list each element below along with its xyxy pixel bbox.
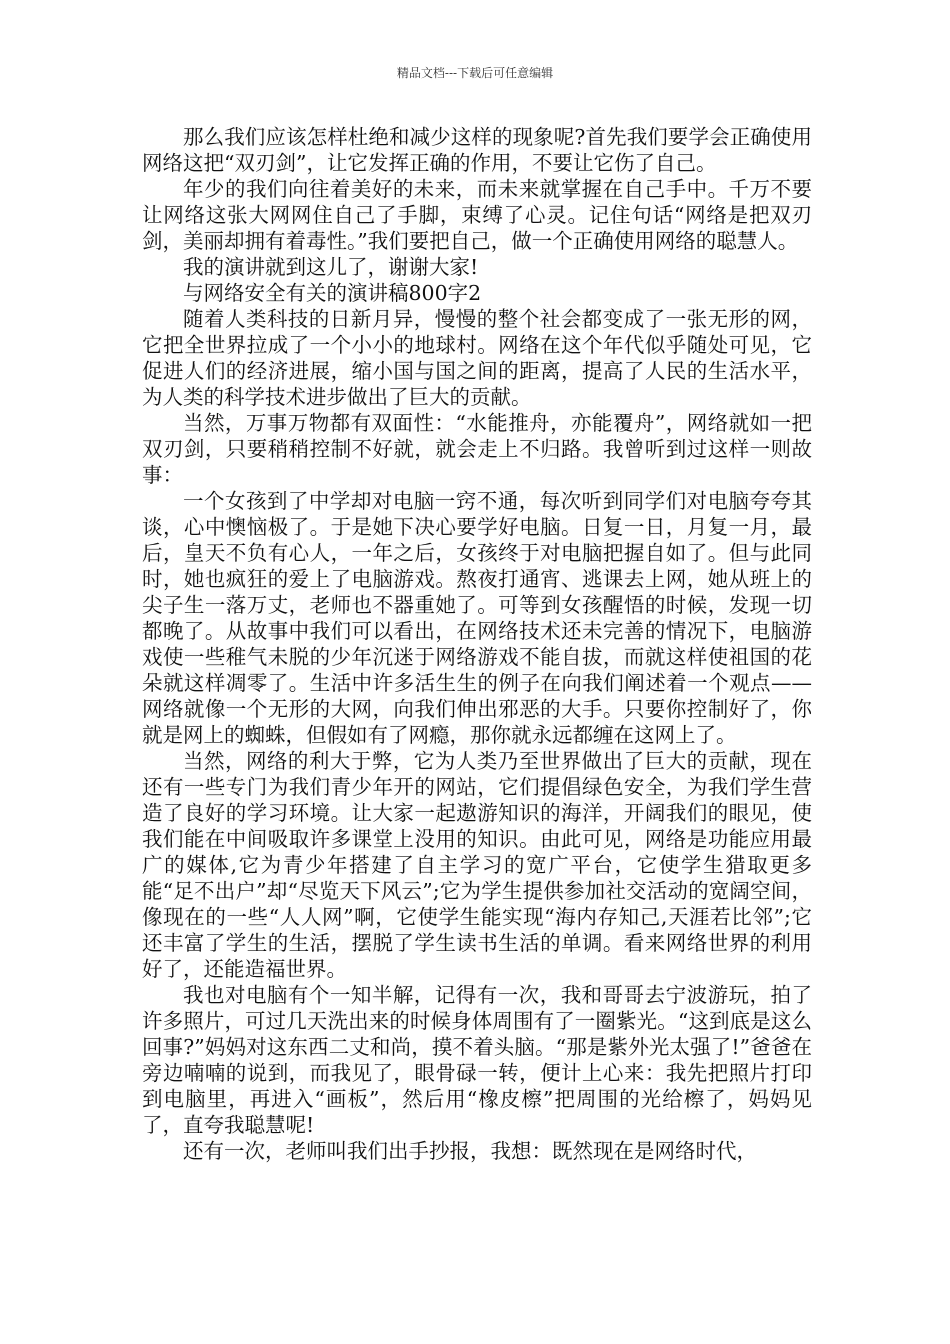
paragraph: 一个女孩到了中学却对电脑一窍不通，每次听到同学们对电脑夸夸其谈，心中懊恼极了。于是她下决心要学好电脑。日复一日，月复一月，最后，皇天不负有心人，一年之后，女孩终于对电脑把握自如了。但与此同时，她也疯狂的爱上了电脑游戏。熬夜打通宵、逃课去上网，她从班上的尖子生一落万丈，老师也不器重她了。可等到女孩醒悟的时候，发现一切都晚了。从故事中我们可以看出，在网络技术还未完善的情况下，电脑游戏使一些稚气未脱的少年沉迷于网络游戏不能自拔，而就这样使祖国的花朵就这样凋零了。生活中许多活生生的例子在向我们阐述着一个观点——网络就像一个无形的大网，向我们伸出邪恶的大手。只要你控制好了，你就是网上的蜘蛛，但假如有了网瘾，那你就永远都缠在这网上了。 — [142, 489, 812, 747]
paragraph: 我也对电脑有个一知半解，记得有一次，我和哥哥去宁波游玩，拍了许多照片，可过几天洗出来的时候身体周围有了一圈紫光。“这到底是这么回事?”妈妈对这东西二丈和尚，摸不着头脑。“那是紫外光太强了!”爸爸在旁边喃喃的说到，而我见了，眼骨碌一转，便计上心来：我先把照片打印到电脑里，再进入“画板”，然后用“橡皮檫”把周围的光给檫了，妈妈见了，直夸我聪慧呢! — [142, 983, 812, 1137]
document-body — [142, 124, 812, 1164]
paragraph: 年少的我们向往着美好的未来，而未来就掌握在自己手中。千万不要让网络这张大网网住自己了手脚，束缚了心灵。记住句话“网络是把双刃剑，美丽却拥有着毒性。”我们要把自己，做一个正确使用网络的聪慧人。 — [142, 177, 812, 253]
paragraph: 我的演讲就到这儿了，谢谢大家! — [183, 255, 479, 279]
paragraph: 随着人类科技的日新月异，慢慢的整个社会都变成了一张无形的网，它把全世界拉成了一个小小的地球村。网络在这个年代似乎随处可见，它促进人们的经济进展，缩小国与国之间的距离，提高了人民的生活水平，为人类的科学技术进步做出了巨大的贡献。 — [142, 307, 812, 409]
paragraph: 还有一次，老师叫我们出手抄报，我想：既然现在是网络时代， — [183, 1139, 757, 1163]
paragraph: 当然，网络的利大于弊，它为人类乃至世界做出了巨大的贡献，现在还有一些专门为我们青少年开的网站，它们提倡绿色安全，为我们学生营造了良好的学习环境。让大家一起遨游知识的海洋，开阔我们的眼见，使我们能在中间吸取许多课堂上没用的知识。由此可见，网络是功能应用最广的媒体,它为青少年搭建了自主学习的宽广平台，它使学生猎取更多能“足不出户”却“尽览天下风云”;它为学生提供参加社交活动的宽阔空间，像现在的一些“人人网”啊，它使学生能实现“海内存知己,天涯若比邻”;它还丰富了学生的生活，摆脱了学生读书生活的单调。看来网络世界的利用好了，还能造福世界。 — [142, 749, 812, 981]
paragraph: 那么我们应该怎样杜绝和减少这样的现象呢?首先我们要学会正确使用网络这把“双刃剑”，让它发挥正确的作用，不要让它伤了自己。 — [142, 125, 812, 175]
section-title: 与网络安全有关的演讲稿800字2 — [183, 281, 482, 305]
paragraph: 当然，万事万物都有双面性：“水能推舟，亦能覆舟”，网络就如一把双刃剑，只要稍稍控制不好就，就会走上不归路。我曾听到过这样一则故事： — [142, 411, 812, 487]
page-header: 精品文档---下载后可任意编辑 — [396, 66, 554, 80]
